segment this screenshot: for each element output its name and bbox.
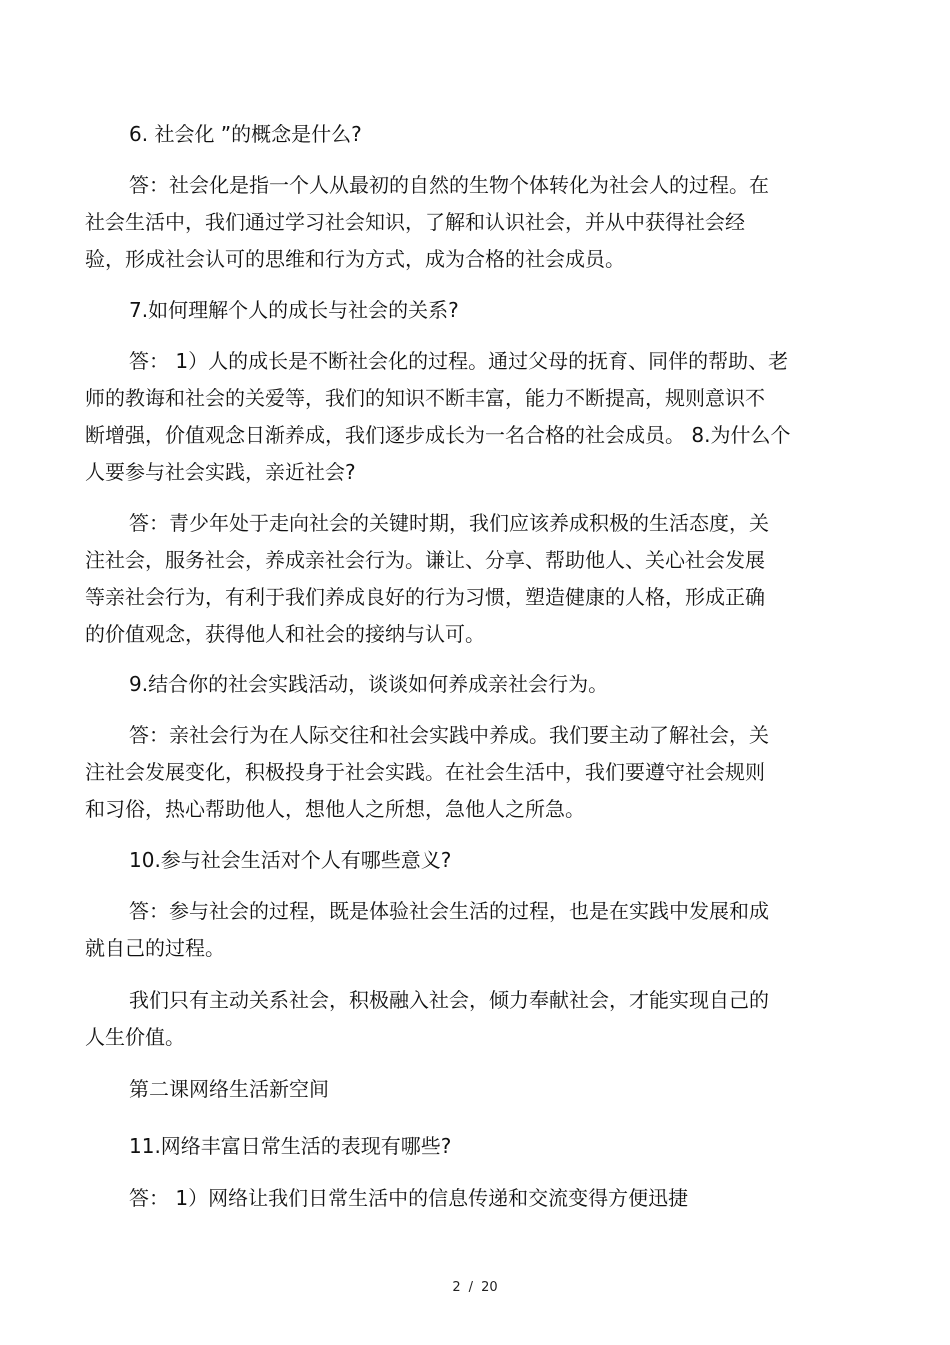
text-line: 师的教诲和社会的关爱等，我们的知识不断丰富，能力不断提高，规则意识不	[85, 386, 765, 410]
answer-10	[85, 893, 805, 967]
text-line: 社会生活中，我们通过学习社会知识，了解和认识社会，并从中获得社会经	[85, 210, 745, 234]
text-line: 答： 1）网络让我们日常生活中的信息传递和交流变得方便迅捷	[129, 1186, 689, 1210]
text-line: 断增强，价值观念日渐养成，我们逐步成长为一名合格的社会成员。 8.为什么个	[85, 423, 791, 447]
question-11	[85, 1128, 805, 1165]
page-separator: /	[468, 1280, 474, 1295]
question-7	[85, 292, 805, 329]
text-line: 答：亲社会行为在人际交往和社会实践中养成。我们要主动了解社会，关	[129, 723, 769, 747]
answer-11	[85, 1180, 805, 1217]
text-line: 7.如何理解个人的成长与社会的关系?	[129, 298, 459, 322]
question-6	[85, 116, 805, 153]
lesson-heading	[85, 1071, 805, 1108]
text-line: 注社会发展变化，积极投身于社会实践。在社会生活中，我们要遵守社会规则	[85, 760, 765, 784]
text-line: 答：青少年处于走向社会的关键时期，我们应该养成积极的生活态度，关	[129, 511, 769, 535]
text-line: 和习俗，热心帮助他人，想他人之所想，急他人之所急。	[85, 797, 585, 821]
text-line: 就自己的过程。	[85, 936, 225, 960]
text-line: 我们只有主动关系社会，积极融入社会，倾力奉献社会，才能实现自己的	[129, 988, 769, 1012]
answer-7	[85, 343, 805, 491]
text-line: 答： 1）人的成长是不断社会化的过程。通过父母的抚育、同伴的帮助、老	[129, 349, 789, 373]
text-line: 答：参与社会的过程，既是体验社会生活的过程，也是在实践中发展和成	[129, 899, 769, 923]
answer-8	[85, 505, 805, 653]
total-pages: 20	[481, 1280, 498, 1295]
text-line: 等亲社会行为，有利于我们养成良好的行为习惯，塑造健康的人格，形成正确	[85, 585, 765, 609]
text-line: 6. 社会化 ”的概念是什么?	[129, 122, 362, 146]
text-line: 第二课网络生活新空间	[129, 1077, 329, 1101]
page-number	[0, 1280, 950, 1295]
answer-9	[85, 717, 805, 828]
text-line: 9.结合你的社会实践活动，谈谈如何养成亲社会行为。	[129, 672, 609, 696]
current-page: 2	[452, 1280, 461, 1295]
text-line: 人要参与社会实践，亲近社会?	[85, 460, 356, 484]
question-10	[85, 842, 805, 879]
text-line: 11.网络丰富日常生活的表现有哪些?	[129, 1134, 452, 1158]
text-line: 验，形成社会认可的思维和行为方式，成为合格的社会成员。	[85, 247, 625, 271]
answer-10-continued	[85, 982, 805, 1056]
text-line: 的价值观念，获得他人和社会的接纳与认可。	[85, 622, 485, 646]
text-line: 答：社会化是指一个人从最初的自然的生物个体转化为社会人的过程。在	[129, 173, 769, 197]
text-line: 人生价值。	[85, 1025, 185, 1049]
question-9	[85, 666, 805, 703]
answer-6	[85, 167, 805, 278]
text-line: 10.参与社会生活对个人有哪些意义?	[129, 848, 452, 872]
text-line: 注社会，服务社会，养成亲社会行为。谦让、分享、帮助他人、关心社会发展	[85, 548, 765, 572]
